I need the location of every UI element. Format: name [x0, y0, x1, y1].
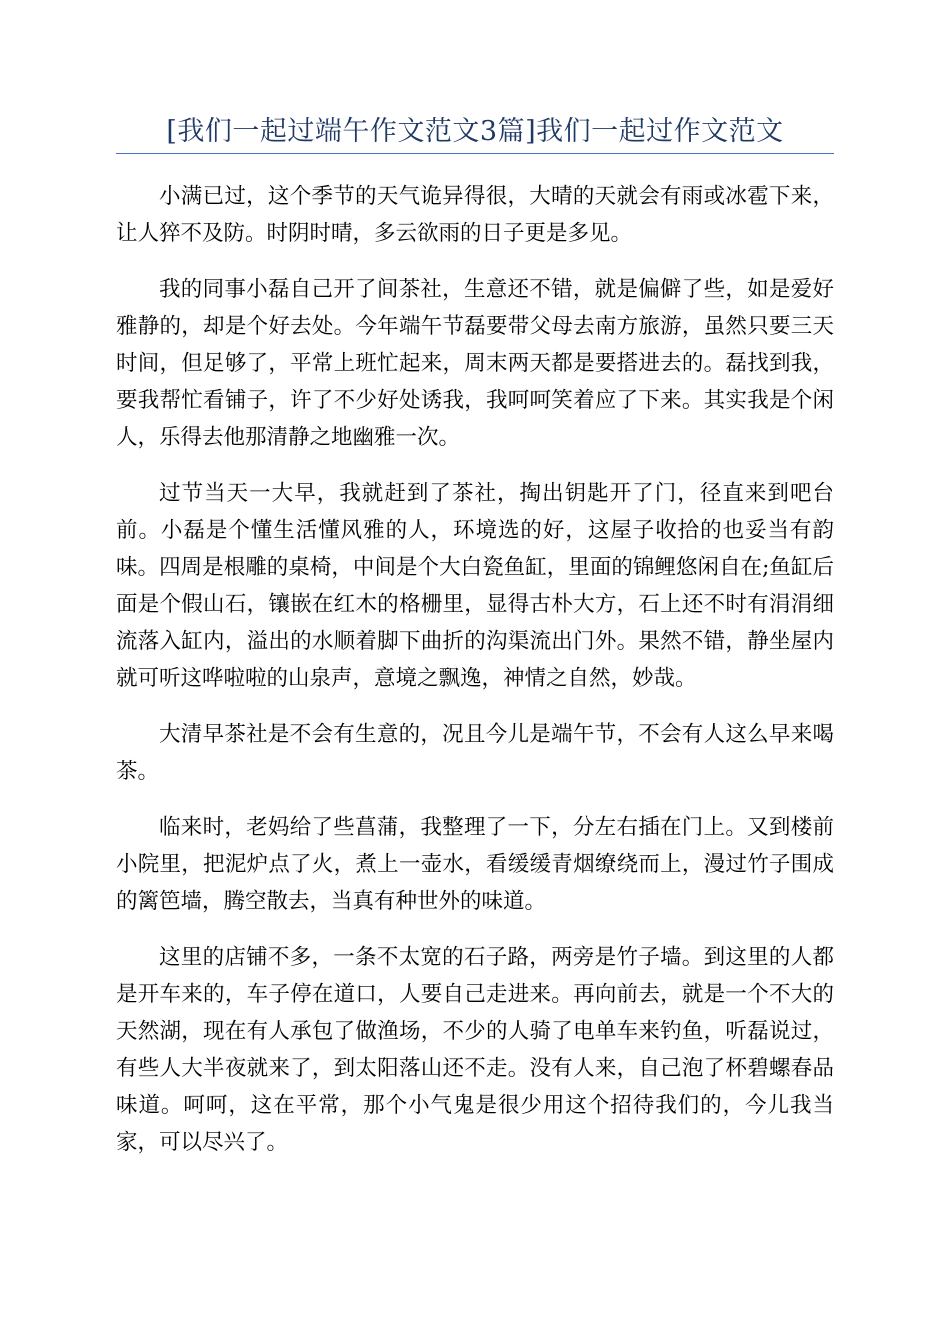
page-title: [我们一起过端午作文范文3篇]我们一起过作文范文: [166, 116, 784, 147]
paragraph-1: 小满已过，这个季节的天气诡异得很，大晴的天就会有雨或冰雹下来，让人猝不及防。时阴时晴，多云欲雨的日子更是多见。: [116, 184, 834, 246]
paragraph-2: 我的同事小磊自己开了间茶社，生意还不错，就是偏僻了些，如是爱好雅静的，却是个好去处。今年端午节磊要带父母去南方旅游，虽然只要三天时间，但足够了，平常上班忙起来，周末两天都是要搭进去的。磊找到我，要我帮忙看铺子，许了不少好处诱我，我呵呵笑着应了下来。其实我是个闲人，乐得去他那清静之地幽雅一次。: [116, 277, 834, 450]
document-body: [116, 178, 834, 1180]
paragraph-6: 这里的店铺不多，一条不太宽的石子路，两旁是竹子墙。到这里的人都是开车来的，车子停在道口，人要自己走进来。再向前去，就是一个不大的天然湖，现在有人承包了做渔场，不少的人骑了电单车来钓鱼，听磊说过，有些人大半夜就来了，到太阳落山还不走。没有人来，自己泡了杯碧螺春品味道。呵呵，这在平常，那个小气鬼是很少用这个招待我们的，今儿我当家，可以尽兴了。: [116, 945, 834, 1155]
paragraph-5: 临来时，老妈给了些菖蒲，我整理了一下，分左右插在门上。又到楼前小院里，把泥炉点了火，煮上一壶水，看缓缓青烟缭绕而上，漫过竹子围成的篱笆墙，腾空散去，当真有种世外的味道。: [116, 815, 834, 914]
title-underline: [116, 153, 834, 154]
paragraph-3: 过节当天一大早，我就赶到了茶社，掏出钥匙开了门，径直来到吧台前。小磊是个懂生活懂风雅的人，环境选的好，这屋子收拾的也妥当有韵味。四周是根雕的桌椅，中间是个大白瓷鱼缸，里面的锦鲤悠闲自在;鱼缸后面是个假山石，镶嵌在红木的格栅里，显得古朴大方，石上还不时有涓涓细流落入缸内，溢出的水顺着脚下曲折的沟渠流出门外。果然不错，静坐屋内就可听这哗啦啦的山泉声，意境之飘逸，神情之自然，妙哉。: [116, 481, 834, 691]
paragraph-4: 大清早茶社是不会有生意的，况且今儿是端午节，不会有人这么早来喝茶。: [116, 722, 834, 784]
